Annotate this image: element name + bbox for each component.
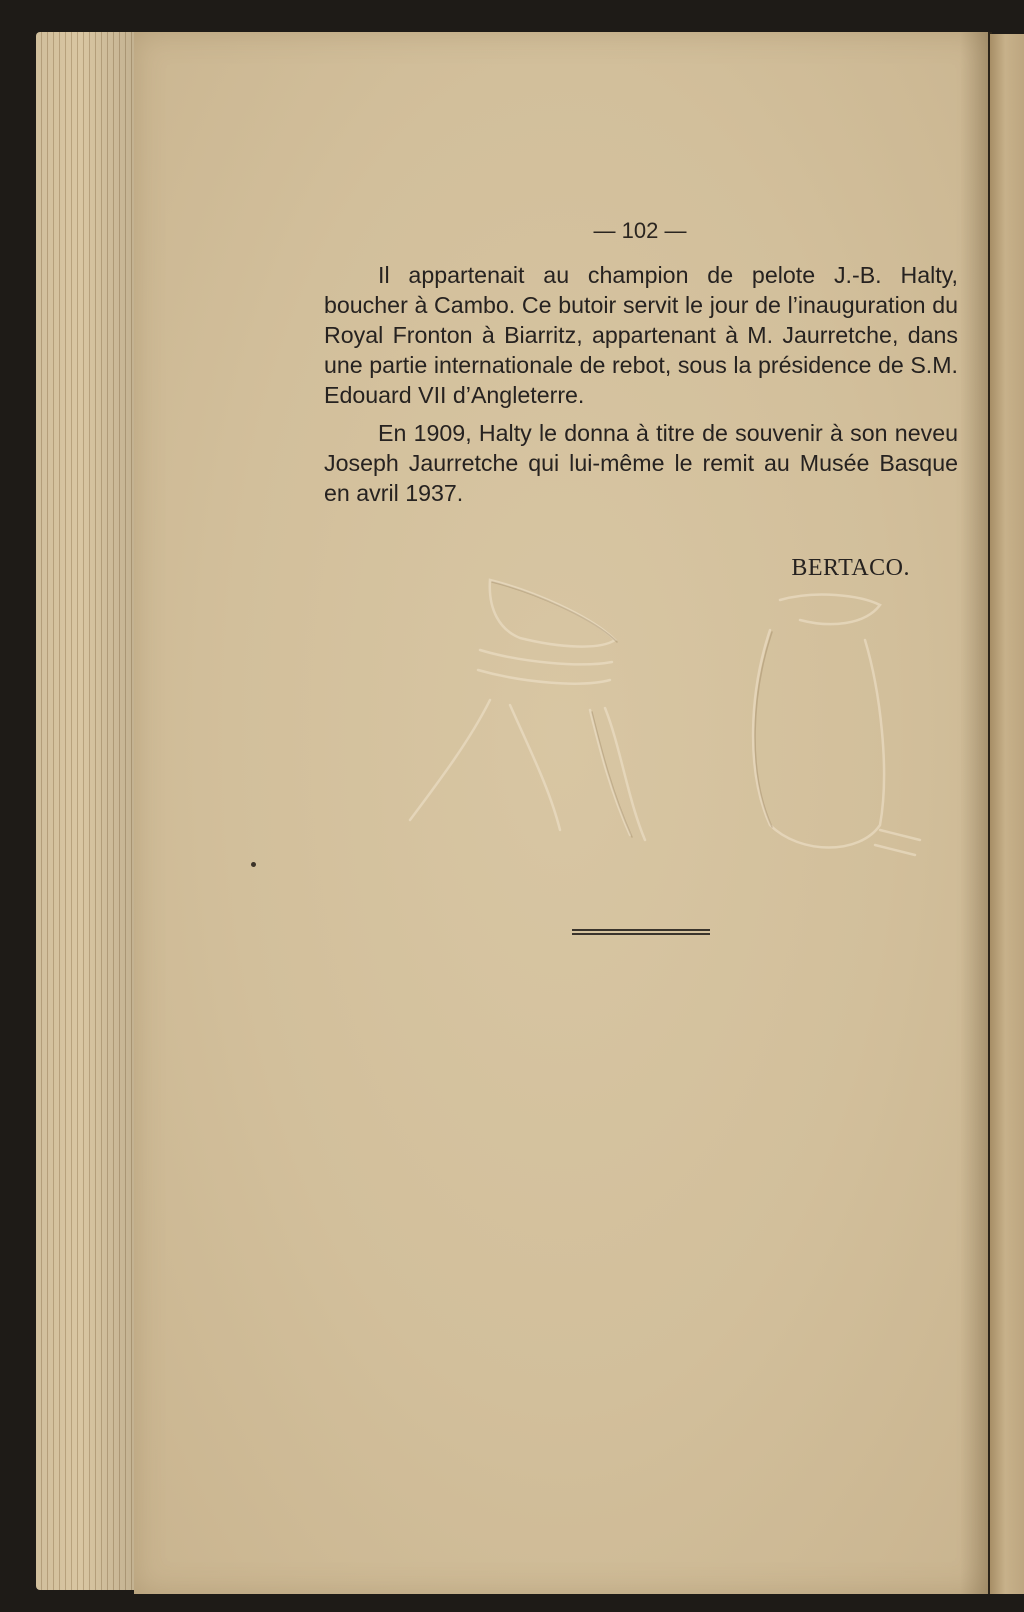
page-number: — 102 —	[593, 218, 687, 243]
ink-speck	[251, 862, 256, 867]
closing-double-rule	[572, 929, 710, 935]
facing-page-strip	[990, 34, 1024, 1594]
page-gutter-shadow	[960, 32, 992, 1594]
embossed-illustration	[360, 570, 950, 890]
page-edges-shadow	[36, 32, 146, 1590]
paragraph-1: Il appartenait au champion de pelote J.-B. Halty, boucher à Cambo. Ce butoir servit le jour de l’inauguration du Royal Fronton à Biarritz, appartenant à M. Jaurretche, dans une partie internationale de rebot, sous la présidence de S.M. Edouard VII d’Angleterre.	[324, 262, 958, 408]
body-text	[324, 260, 958, 508]
author-signature: BERTACO.	[791, 555, 910, 581]
paragraph-2: En 1909, Halty le donna à titre de souvenir à son neveu Joseph Jaurretche qui lui-même le remit au Musée Basque en avril 1937.	[324, 420, 958, 506]
